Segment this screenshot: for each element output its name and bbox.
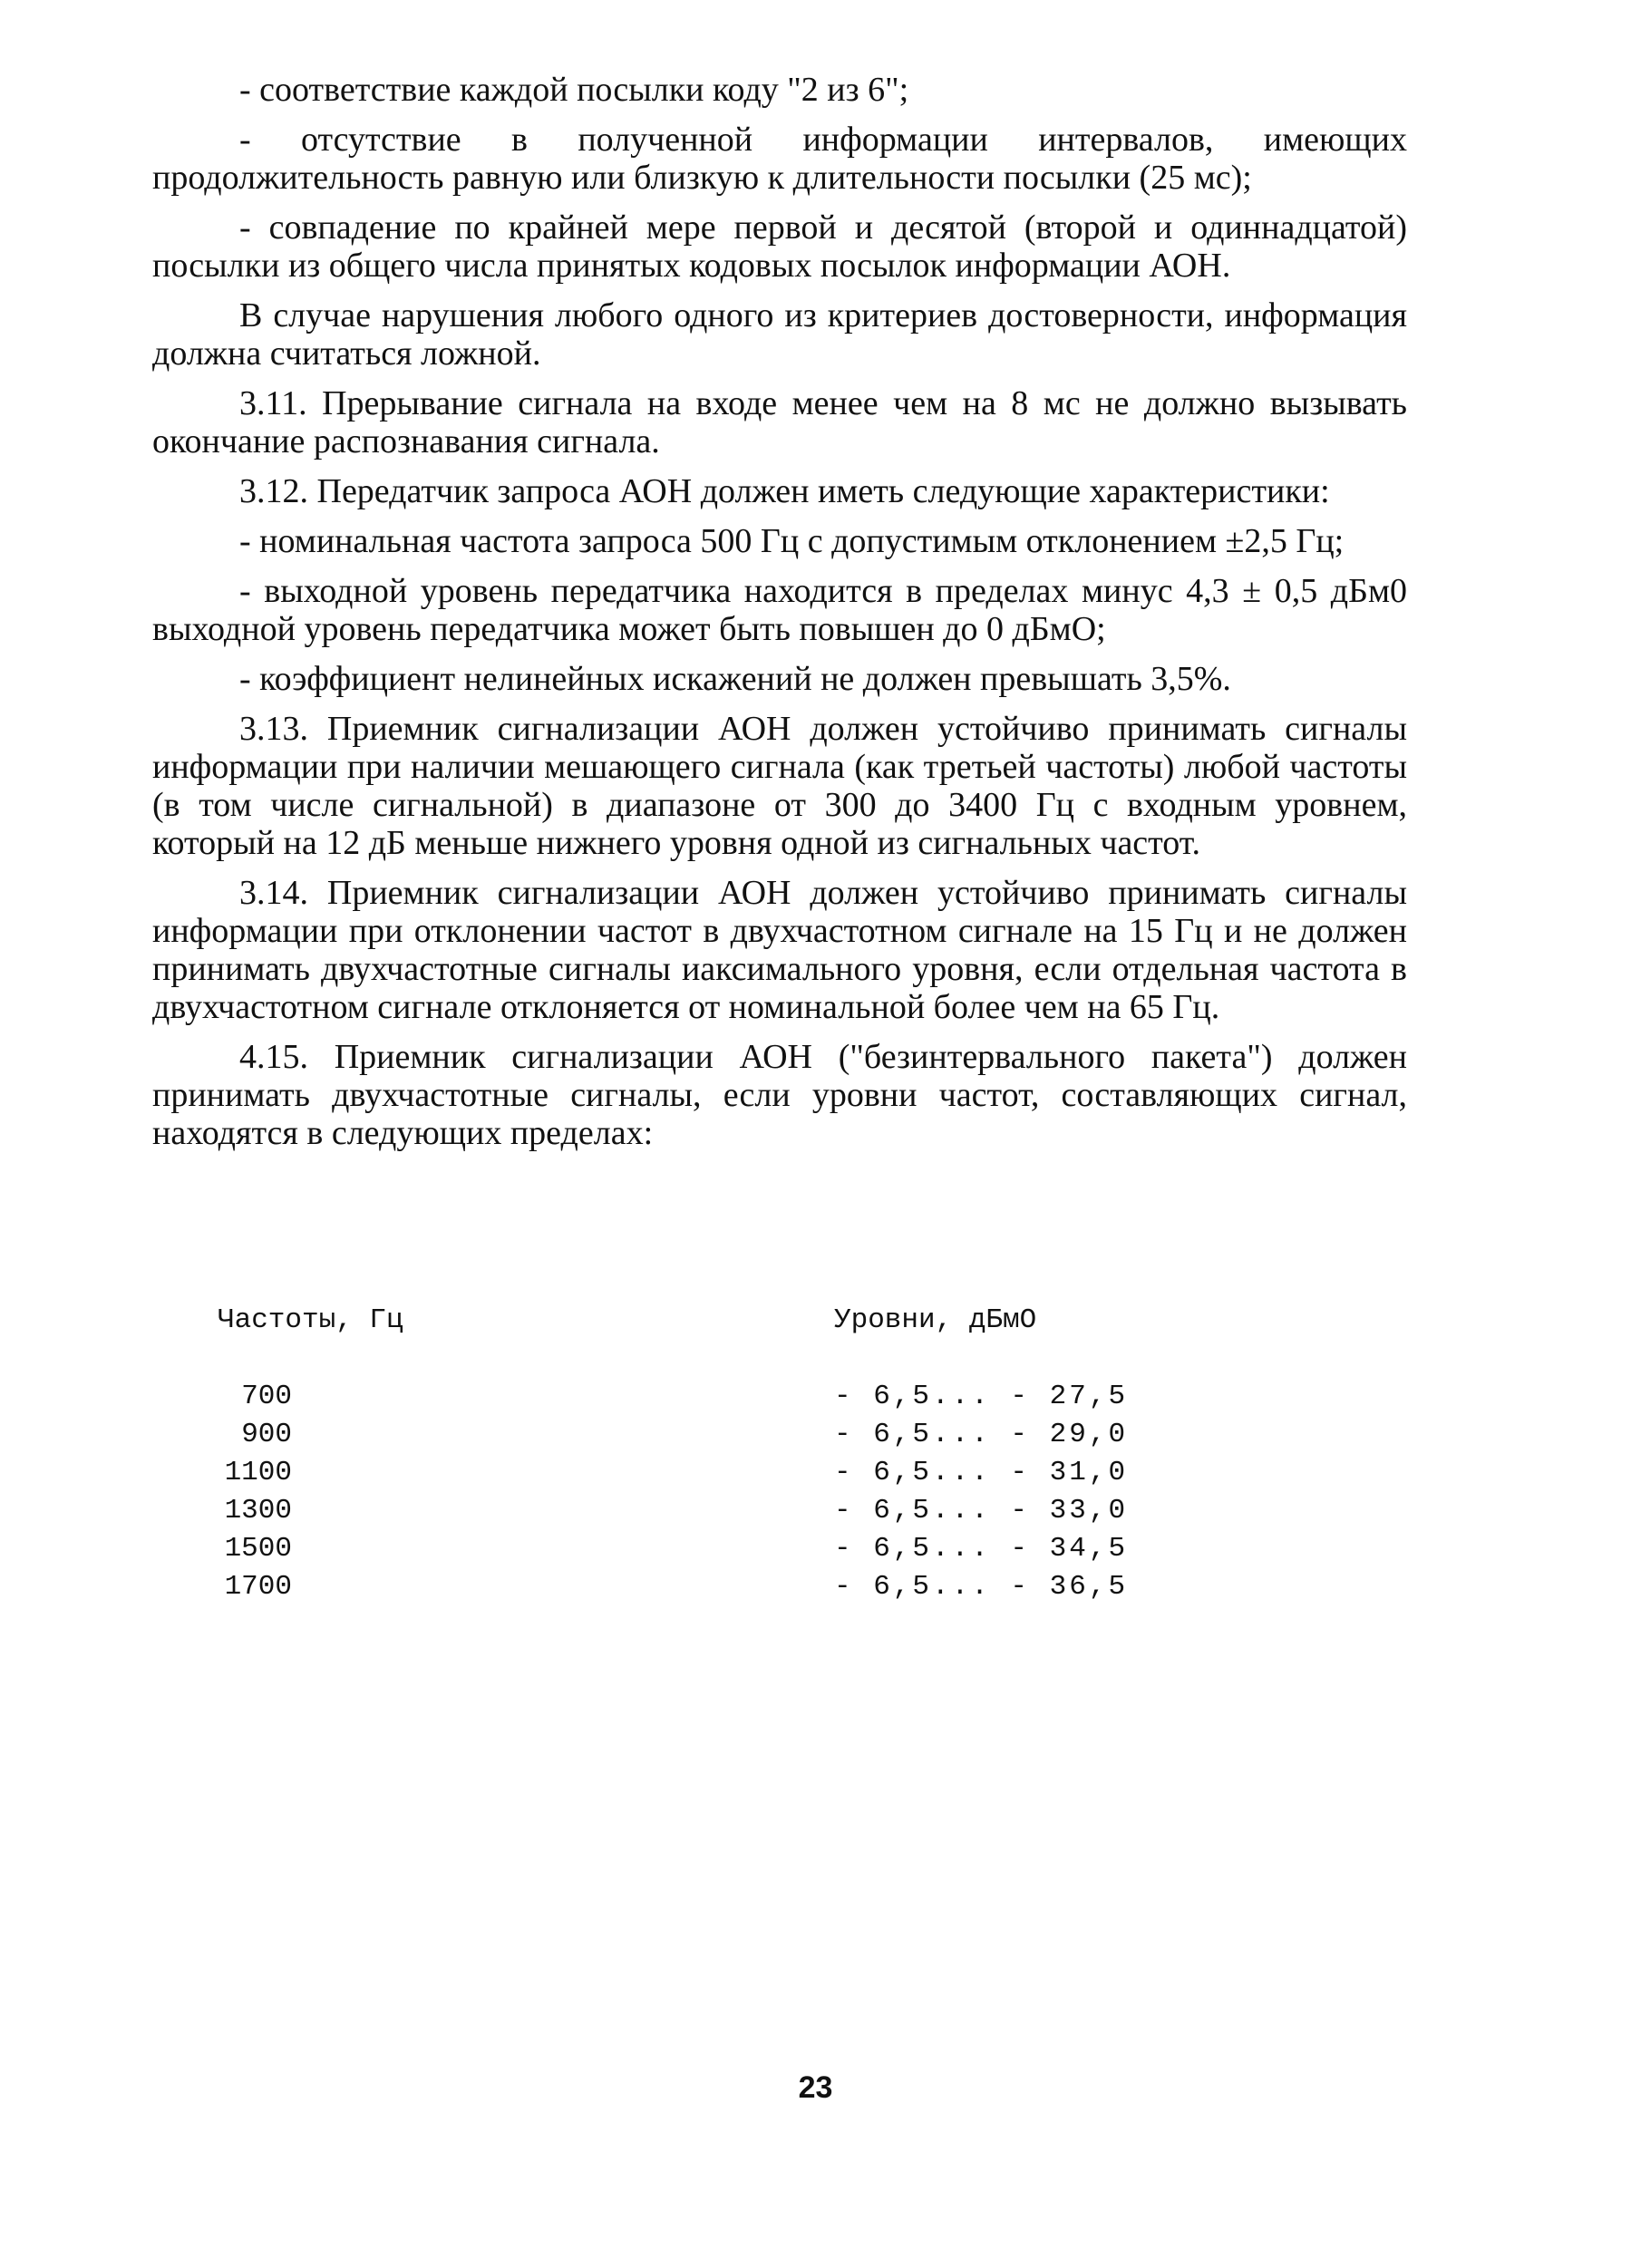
row-frequency: 1700 xyxy=(224,1571,292,1603)
paragraph-3-14: 3.14. Приемник сигнализации АОН должен устойчиво принимать сигналы информации при отклонении частот в двухчастотном сигнале на 15 Гц и не должен принимать двухчастотные сигналы иаксимального уровня, если отдельная частота в двухчастотном сигнале отклоняется от номинальной более чем на 65 Гц. xyxy=(152,874,1407,1026)
paragraph-criterion-intervals: - отсутствие в полученной информации интервалов, имеющих продолжительность равную или близкую к длительности посылки (25 мс); xyxy=(152,121,1407,197)
table-row xyxy=(218,1378,1129,1416)
paragraph-3-13: 3.13. Приемник сигнализации АОН должен устойчиво принимать сигналы информации при наличии мешающего сигнала (как третьей частоты) любой частоты (в том числе сигнальной) в диапазоне от 300 до 3400 Гц с входным уровнем, который на 12 дБ меньше нижнего уровня одной из сигнальных частот. xyxy=(152,710,1407,862)
table-row xyxy=(218,1530,1129,1568)
table-row xyxy=(218,1568,1129,1606)
paragraph-false-info: В случае нарушения любого одного из критериев достоверности, информация должна считаться ложной. xyxy=(152,296,1407,373)
table-row xyxy=(218,1454,1129,1492)
paragraph-criterion-code: - соответствие каждой посылки коду "2 из 6"; xyxy=(239,71,909,109)
table-row xyxy=(218,1416,1129,1454)
levels-table xyxy=(218,1302,1129,1606)
paragraph-distortion: - коэффициент нелинейных искажений не должен превышать 3,5%. xyxy=(239,660,1231,698)
row-frequency: 1100 xyxy=(224,1457,292,1488)
body-text xyxy=(152,71,1407,1164)
paragraph-output-level: - выходной уровень передатчика находится в пределах минус 4,3 ± 0,5 дБм0 выходной уровень передатчика может быть повышен до 0 дБмО; xyxy=(152,572,1407,648)
row-level: - 6,5... - 36,5 xyxy=(834,1571,1129,1603)
table-header xyxy=(218,1302,1124,1340)
row-level: - 6,5... - 33,0 xyxy=(834,1495,1129,1527)
row-level: - 6,5... - 31,0 xyxy=(834,1457,1129,1488)
paragraph-3-11: 3.11. Прерывание сигнала на входе менее чем на 8 мс не должно вызывать окончание распознавания сигнала. xyxy=(152,384,1407,460)
row-level: - 6,5... - 29,0 xyxy=(834,1419,1129,1450)
header-levels: Уровни, дБмО xyxy=(834,1304,1037,1336)
row-frequency: 900 xyxy=(241,1419,292,1450)
paragraph-request-frequency: - номинальная частота запроса 500 Гц с допустимым отклонением ±2,5 Гц; xyxy=(239,522,1345,560)
header-frequencies: Частоты, Гц xyxy=(218,1304,403,1336)
row-frequency: 1300 xyxy=(224,1495,292,1527)
paragraph-3-12: 3.12. Передатчик запроса АОН должен иметь следующие характеристики: xyxy=(239,472,1330,510)
table-row xyxy=(218,1492,1129,1530)
row-level: - 6,5... - 34,5 xyxy=(834,1533,1129,1565)
paragraph-4-15: 4.15. Приемник сигнализации АОН ("безинтервального пакета") должен принимать двухчастотные сигналы, если уровни частот, составляющих сигнал, находятся в следующих пределах: xyxy=(152,1038,1407,1152)
row-level: - 6,5... - 27,5 xyxy=(834,1381,1129,1412)
paragraph-criterion-match: - совпадение по крайней мере первой и десятой (второй и одиннадцатой) посылки из общего числа принятых кодовых посылок информации АОН. xyxy=(152,208,1407,285)
page-number: 23 xyxy=(798,2070,833,2105)
row-frequency: 700 xyxy=(241,1381,292,1412)
row-frequency: 1500 xyxy=(224,1533,292,1565)
